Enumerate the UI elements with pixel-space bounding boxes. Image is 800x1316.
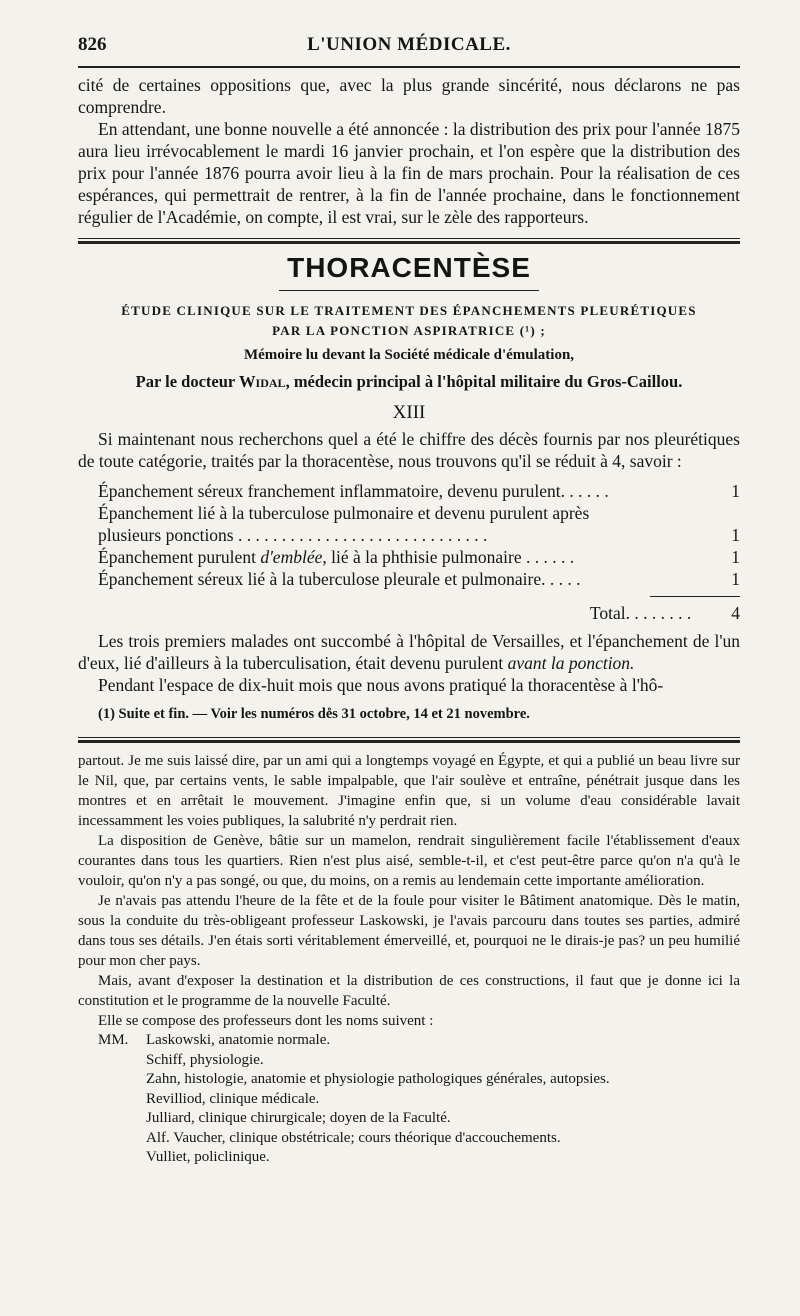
list-item — [98, 1129, 740, 1149]
feuilleton-paragraph: partout. Je me suis laissé dire, par un ami qui a longtemps voyagé en Égypte, et qui a publié un beau livre sur le Nil, que, par certains vents, le sable impalpable, que l'air soulève et entraîne, pénétrait jusque dans les montres et en arrêtait le mouvement. J'imagine enfin que, si un volume d'eau considérable lavait incessamment les voies publiques, la salubrité n'y perdrait rien. — [78, 753, 740, 829]
list-item — [78, 546, 740, 568]
list-item — [78, 524, 740, 546]
list-item-text: plusieurs ponctions . . . . . . . . . . . . . . . . . . . . . . . . . . . . . — [98, 525, 488, 545]
professor-entry: Laskowski, anatomie normale. — [146, 1032, 331, 1048]
list-lead — [98, 1051, 146, 1071]
after-list-paragraph — [78, 630, 740, 674]
article-subtitle — [78, 301, 740, 341]
list-item — [98, 1051, 740, 1071]
professor-entry: Schiff, physiologie. — [146, 1051, 264, 1068]
list-item-count: 1 — [731, 569, 740, 589]
list-item — [98, 1109, 740, 1129]
feuilleton-section — [78, 751, 740, 1031]
list-item-text-part: , lié à la phthisie pulmonaire . . . . . . — [322, 547, 575, 567]
author-line — [78, 372, 740, 392]
list-item — [98, 1148, 740, 1168]
list-item — [98, 1070, 740, 1090]
list-lead — [98, 1070, 146, 1090]
list-item — [78, 480, 740, 502]
list-item-count: 1 — [731, 547, 740, 567]
list-item-text: Épanchement lié à la tuberculose pulmonaire et devenu purulent après — [98, 503, 590, 523]
list-item — [98, 1031, 740, 1051]
list-lead — [98, 1148, 146, 1168]
newspaper-page — [78, 0, 740, 1168]
list-item-text — [78, 546, 714, 568]
list-item-text: Épanchement séreux lié à la tuberculose pleurale et pulmonaire. . . . . — [98, 569, 581, 589]
list-lead: MM. — [98, 1032, 129, 1048]
memoire-line: Mémoire lu devant la Société médicale d'émulation, — [243, 347, 575, 363]
list-lead — [98, 1129, 146, 1149]
footnote: (1) Suite et fin. — Voir les numéros de̊s 31 octobre, 14 et 21 novembre. — [98, 706, 530, 722]
total-label: Total. . . . . . . . — [589, 603, 692, 623]
death-list — [78, 480, 740, 590]
page-number: 826 — [78, 34, 107, 55]
professor-entry: Alf. Vaucher, clinique obstétricale; cours théorique d'accouchements. — [146, 1129, 561, 1146]
paragraph-emphasis: avant la ponction. — [507, 653, 635, 673]
professor-entry: Revilliod, clinique médicale. — [146, 1090, 320, 1107]
list-item-text-part: Épanchement purulent — [98, 547, 261, 567]
author-prefix: Par le docteur — [135, 372, 240, 391]
intro-paragraph: Si maintenant nous recherchons quel a été le chiffre des décès fournis par nos pleurétiques de toute catégorie, traités par la thoracentèse, nous trouvons qu'il se réduit à 4, savoir : — [78, 429, 740, 471]
paragraph-text: Les trois premiers malades ont succombé à l'hôpital de Versailles, et l'épanchement de l'un d'eux, lié d'ailleurs à la tuberculisation, était devenu purulent — [78, 631, 740, 673]
section-numeral: XIII — [392, 402, 426, 423]
list-item — [78, 568, 740, 590]
subtitle-line-2: PAR LA PONCTION ASPIRATRICE (¹) ; — [272, 323, 546, 338]
list-item-count: 1 — [731, 525, 740, 545]
list-item-emphasis: d'emblée — [260, 547, 323, 567]
title-underline — [279, 290, 539, 291]
header-rule — [78, 66, 740, 68]
running-title: L'UNION MÉDICALE. — [307, 34, 511, 55]
list-lead — [98, 1090, 146, 1110]
author-suffix: , médecin principal à l'hôpital militaire du Gros-Caillou. — [285, 372, 683, 391]
feuilleton-divider — [78, 737, 740, 743]
professor-entry: Vulliet, policlinique. — [146, 1149, 270, 1165]
feuilleton-paragraph: La disposition de Genève, bâtie sur un mamelon, rendrait singulièrement facile l'établissement d'eaux courantes dans tous les quartiers. Rien n'est plus aisé, semble-t-il, et c'est peut-être parce qu'on n'a qu'à le vouloir, qu'on n'y a pas songé, ou que, du moins, on a remis au lendemain cette importante amélioration. — [78, 833, 740, 889]
list-lead — [98, 1109, 146, 1129]
continuation-line: cité de certaines oppositions que, avec la plus grande sincérité, nous déclarons ne pas comprendre. — [78, 75, 740, 117]
total-rule — [650, 596, 740, 597]
last-paragraph: Pendant l'espace de dix-huit mois que nous avons pratiqué la thoracentèse à l'hô- — [98, 675, 664, 695]
professor-list — [78, 1031, 740, 1168]
professor-entry: Zahn, histologie, anatomie et physiologie pathologiques générales, autopsies. — [146, 1071, 610, 1087]
continuation-text — [78, 74, 740, 228]
article-title: THORACENTÈSE — [287, 252, 531, 283]
list-item-text: Épanchement séreux franchement inflammatoire, devenu purulent. . . . . . — [98, 481, 609, 501]
author-name: Widal — [239, 372, 286, 391]
total-row — [78, 603, 740, 624]
continuation-paragraph: En attendant, une bonne nouvelle a été annoncée : la distribution des prix pour l'année 1875 aura lieu irrévocablement le mardi 16 janvier prochain, et l'on espère que la distribution des prix pour l'année 1876 pourra avoir lieu à la fin de mars prochain. Pour la réalisation de ces espérances, qui permettrait de rentrer, à la fin de l'année prochaine, dans le fonctionnement régulier de l'Académie, on compte, il est vrai, sur le zèle des rapporteurs. — [78, 119, 740, 227]
page-header — [78, 26, 740, 66]
feuilleton-paragraph: Mais, avant d'exposer la destination et la distribution de ces constructions, il faut que je donne ici la constitution et le programme de la nouvelle Faculté. — [78, 973, 740, 1009]
list-item — [98, 1090, 740, 1110]
list-item — [78, 502, 740, 524]
list-item-count: 1 — [731, 481, 740, 501]
professor-entry: Julliard, clinique chirurgicale; doyen de la Faculté. — [146, 1110, 451, 1126]
feuilleton-paragraph: Je n'avais pas attendu l'heure de la fête et de la foule pour visiter le Bâtiment anatomique. Dès le matin, sous la conduite du très-obligeant professeur Laskowski, je l'avais parcouru dans toutes ses parties, admiré dans tous ses détails. J'en étais sorti véritablement émerveillé, et, pourquoi ne le dirais-je pas? un peu humilié pour mon cher pays. — [78, 893, 740, 969]
total-value: 4 — [731, 603, 740, 623]
subtitle-line-1: ÉTUDE CLINIQUE SUR LE TRAITEMENT DES ÉPANCHEMENTS PLEURÉTIQUES — [121, 303, 697, 318]
feuilleton-paragraph: Elle se compose des professeurs dont les noms suivent : — [98, 1013, 434, 1029]
section-divider — [78, 238, 740, 244]
